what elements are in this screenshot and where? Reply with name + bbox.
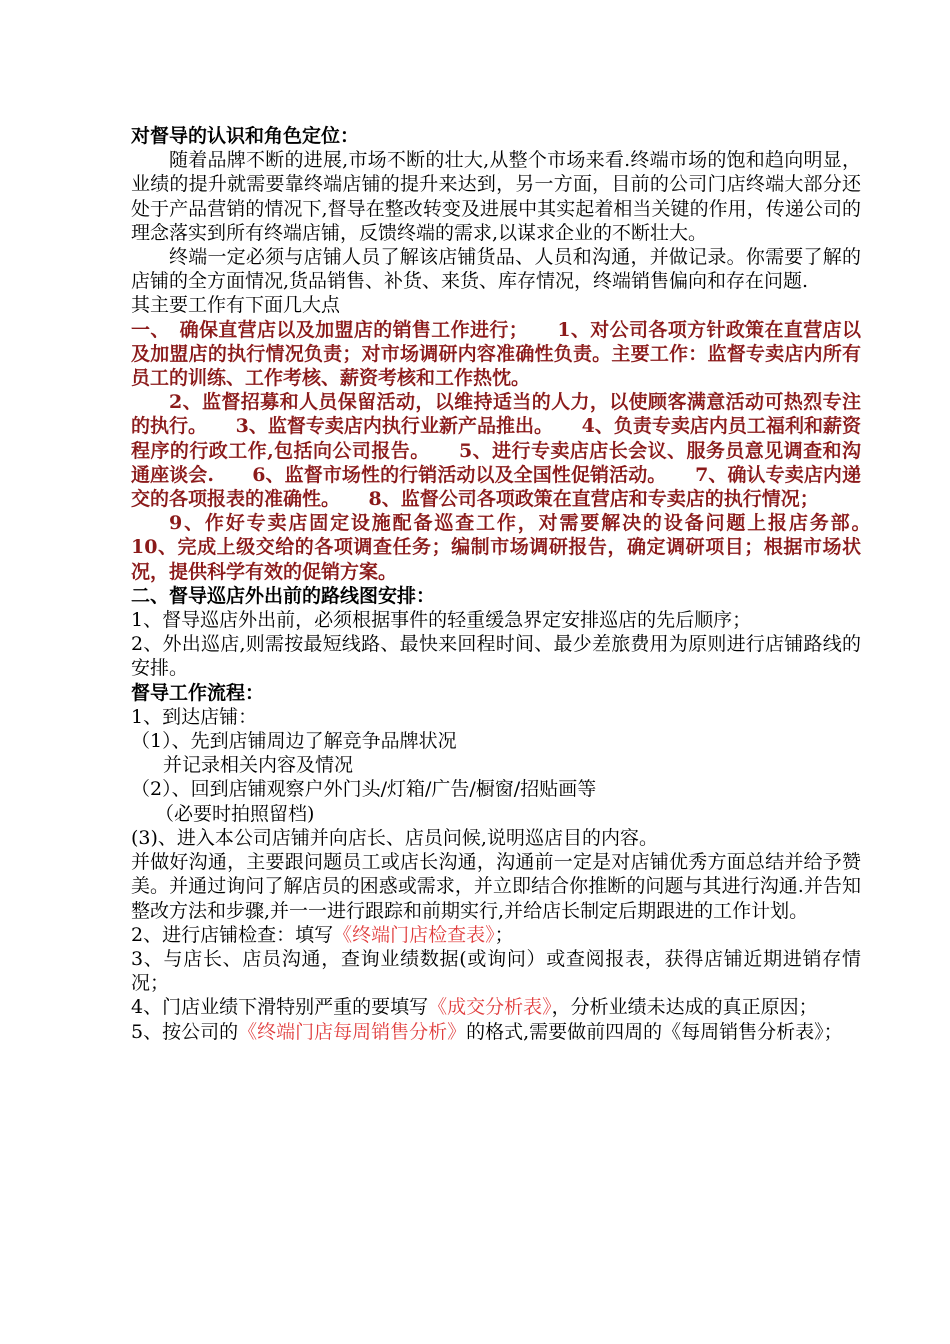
workflow-step-2 [131, 923, 861, 947]
paragraph-terminal: 终端一定必须与店铺人员了解该店铺货品、人员和沟通，并做记录。你需要了解的店铺的全方面情况,货品销售、补货、来货、库存情况，终端销售偏向和存在问题. [131, 246, 861, 293]
route-item-2: 2、外出巡店,则需按最短线路、最快来回程时间、最少差旅费用为原则进行店铺路线的安排。 [131, 633, 861, 680]
red-duties-3: 9、作好专卖店固定设施配备巡查工作，对需要解决的设备问题上报店务部。 10、完成上级交给的各项调查任务；编制市场调研报告，确定调研项目；根据市场状况，提供科学有效的促销方案。 [131, 512, 900, 583]
workflow-step-1a: （1）、先到店铺周边了解竞争品牌状况 [131, 730, 457, 753]
workflow-step-5 [131, 1020, 861, 1044]
workflow-step-2-end: ； [494, 923, 514, 946]
heading-workflow: 督导工作流程： [131, 681, 265, 704]
workflow-step-1c: (3)、进入本公司店铺并向店长、店员问候,说明巡店目的内容。 [131, 826, 658, 849]
workflow-step-3: 3、与店长、店员沟通，查询业绩数据(或询问）或查阅报表，获得店铺近期进销存情况； [131, 947, 861, 995]
workflow-step-5-text: 5、按公司的 [131, 1020, 239, 1043]
form-link-deal-analysis: 《成交分析表》 [428, 996, 552, 1019]
red-duties-2: 2、监督招募和人员保留活动，以维持适当的人力，以使顾客满意活动可热烈专注的执行。 3、监督专卖店内执行业新产品推出。 4、负责专卖店内员工福利和薪资程序的行政工作,包括向公司报告。 5、进行专卖店店长会议、服务员意见调查和沟通座谈会. 6、监督市场性的行销活动以及全国性促销活动。 7、确认专卖店内递交的各项报表的准确性。 8、监督公司各项政策在直营店和专卖店的执行情况； [131, 391, 861, 511]
paragraph-main-work: 其主要工作有下面几大点 [131, 294, 341, 317]
workflow-step-1: 1、到达店铺： [131, 705, 258, 728]
document-body [131, 124, 900, 1044]
workflow-step-4 [131, 995, 861, 1019]
workflow-step-4-end: ，分析业绩未达成的真正原因； [551, 996, 818, 1019]
red-duties-1: 一、 确保直营店以及加盟店的销售工作进行； 1、对公司各项方针政策在直营店以及加盟店的执行情况负责；对市场调研内容准确性负责。主要工作：监督专卖店内所有员工的训练、工作考核、薪资考核和工作热忱。 [131, 318, 861, 390]
route-item-1: 1、督导巡店外出前，必须根据事件的轻重缓急界定安排巡店的先后顺序； [131, 609, 752, 632]
heading-route: 二、督导巡店外出前的路线图安排： [131, 584, 436, 607]
paragraph-intro: 随着品牌不断的进展,市场不断的壮大,从整个市场来看.终端市场的饱和趋向明显，业绩的提升就需要靠终端店铺的提升来达到，另一方面，目前的公司门店终端大部分还处于产品营销的情况下,督导在整改转变及进展中其实起着相当关键的作用，传递公司的理念落实到所有终端店铺，反馈终端的需求,以谋求企业的不断壮大。 [131, 149, 861, 244]
workflow-step-1b: （2）、回到店铺观察户外门头/灯箱/广告/橱窗/招贴画等 [131, 778, 597, 801]
workflow-step-1a-note: 并记录相关内容及情况 [163, 754, 354, 777]
section-title: 对督导的认识和角色定位： [131, 125, 360, 147]
workflow-step-2-text: 2、进行店铺检查：填写 [131, 923, 334, 946]
workflow-step-1b-note: （必要时拍照留档) [155, 802, 315, 825]
workflow-step-1d: 并做好沟通，主要跟问题员工或店长沟通，沟通前一定是对店铺优秀方面总结并给予赞美。并通过询问了解店员的困惑或需求，并立即结合你推断的问题与其进行沟通.并告知整改方法和步骤,并一一进行跟踪和前期实行,并给店长制定后期跟进的工作计划。 [131, 851, 861, 922]
form-link-weekly-sales: 《终端门店每周销售分析》 [238, 1020, 467, 1043]
workflow-step-4-text: 4、门店业绩下滑特别严重的要填写 [131, 996, 429, 1019]
form-link-store-check: 《终端门店检查表》 [333, 923, 495, 946]
workflow-step-5-end: 的格式,需要做前四周的《每周销售分析表》； [466, 1020, 843, 1043]
